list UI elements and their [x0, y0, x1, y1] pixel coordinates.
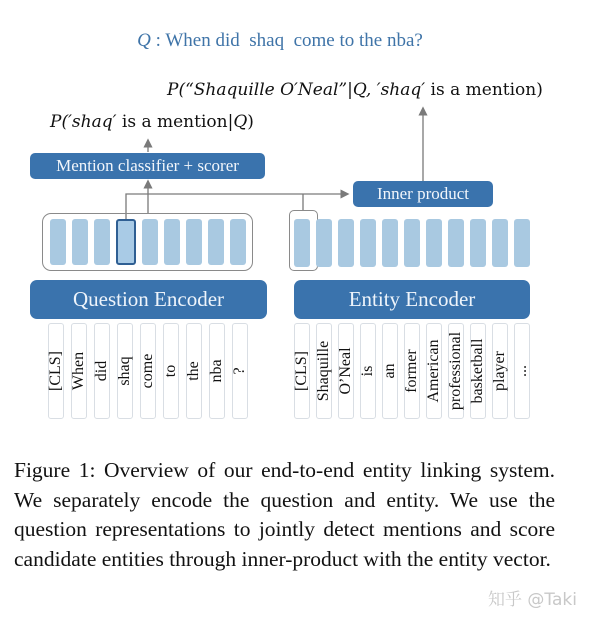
question-token: to — [163, 323, 179, 419]
entity-token: professional — [448, 323, 464, 419]
question-vector — [94, 219, 110, 265]
question-vector — [164, 219, 180, 265]
entity-token: player — [492, 323, 508, 419]
question-vector — [186, 219, 202, 265]
question-variable: Q — [137, 30, 151, 51]
question-vector — [142, 219, 158, 265]
entity-token: former — [404, 323, 420, 419]
mention-formula-var: Q — [233, 112, 248, 132]
entity-vector-cls — [294, 219, 310, 267]
entity-formula-prefix: P(“Shaquille O′Neal”|Q, ′shaq′ — [167, 80, 426, 100]
question-body: When did shaq come to the nba? — [165, 30, 423, 51]
mention-formula-middle: is a mention| — [116, 112, 234, 132]
question-vector — [72, 219, 88, 265]
entity-token: [CLS] — [294, 323, 310, 419]
question-token: the — [186, 323, 202, 419]
entity-vector — [338, 219, 354, 267]
question-token: did — [94, 323, 110, 419]
entity-formula-suffix: is a mention) — [425, 80, 543, 100]
entity-tokens — [294, 323, 530, 419]
question-vector — [208, 219, 224, 265]
watermark: 知乎 @Taki — [488, 590, 577, 610]
entity-vector — [404, 219, 420, 267]
question-tokens — [48, 323, 248, 419]
entity-token: basketball — [470, 323, 486, 419]
entity-vector — [426, 219, 442, 267]
question-token: ? — [232, 323, 248, 419]
entity-vector — [470, 219, 486, 267]
question-vector — [230, 219, 246, 265]
question-vectors — [50, 219, 246, 265]
entity-vector — [316, 219, 332, 267]
entity-vectors — [294, 219, 530, 267]
entity-encoder-box: Entity Encoder — [294, 280, 530, 319]
question-token: nba — [209, 323, 225, 419]
question-token: come — [140, 323, 156, 419]
entity-token: Shaquille — [316, 323, 332, 419]
question-token: When — [71, 323, 87, 419]
question-token: shaq — [117, 323, 133, 419]
entity-token: ... — [514, 323, 530, 419]
question-token: [CLS] — [48, 323, 64, 419]
question-separator: : — [150, 30, 166, 51]
mention-classifier-box: Mention classifier + scorer — [30, 153, 265, 179]
inner-product-box: Inner product — [353, 181, 493, 207]
entity-vector — [448, 219, 464, 267]
question-vector-highlighted — [116, 219, 136, 265]
entity-token: an — [382, 323, 398, 419]
entity-token: American — [426, 323, 442, 419]
entity-vector — [492, 219, 508, 267]
entity-vector — [360, 219, 376, 267]
mention-formula-prefix: P(′shaq′ — [50, 112, 117, 132]
question-encoder-box: Question Encoder — [30, 280, 267, 319]
mention-formula-close: ) — [247, 112, 254, 132]
entity-vector — [514, 219, 530, 267]
entity-vector — [382, 219, 398, 267]
entity-token: O’Neal — [338, 323, 354, 419]
entity-token: is — [360, 323, 376, 419]
figure-caption: Figure 1: Overview of our end-to-end entity linking system. We separately encode the question and entity. We use the question representations to jointly detect mentions and score candidate entities through inner-product with the entity vector. — [14, 458, 555, 571]
question-vector — [50, 219, 66, 265]
